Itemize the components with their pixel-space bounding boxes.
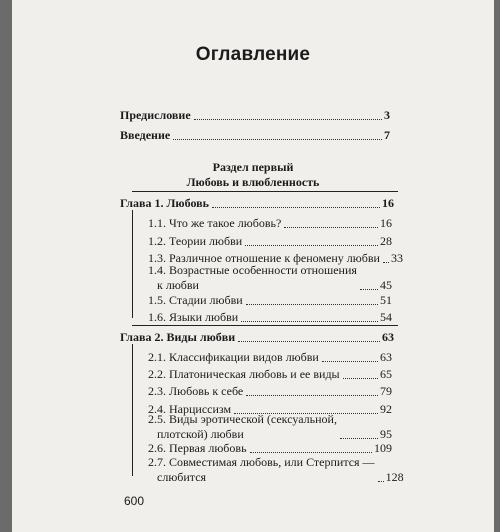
toc-entry-page: 109 xyxy=(374,441,392,455)
leader-dots xyxy=(238,341,380,342)
toc-entry-label: Глава 2. Виды любви xyxy=(120,330,236,344)
toc-subentry[interactable] xyxy=(148,350,392,365)
leader-dots xyxy=(212,207,380,208)
toc-entry-label: 1.2. Теории любви xyxy=(148,234,243,248)
toc-entry-label-line1: 1.4. Возрастные особенности отношения xyxy=(148,263,357,277)
toc-entry-label: Глава 1. Любовь xyxy=(120,196,209,210)
toc-subentry[interactable] xyxy=(148,455,404,485)
section-heading-line2: Любовь и влюбленность xyxy=(186,175,320,189)
toc-entry-label: 2.4. Нарциссизм xyxy=(148,402,232,416)
toc-entry-label: 1.1. Что же такое любовь? xyxy=(148,216,282,230)
leader-dots xyxy=(173,139,382,140)
toc-entry-label: 1.6. Языки любви xyxy=(148,310,239,324)
toc-subentry[interactable] xyxy=(148,412,392,442)
toc-entry-page: 16 xyxy=(382,196,394,210)
page-title: Оглавление xyxy=(195,44,311,65)
toc-entry-label: Предисловие xyxy=(120,108,191,122)
toc-entry-page: 63 xyxy=(380,350,392,364)
toc-entry-page: 3 xyxy=(384,108,390,122)
leader-dots xyxy=(245,245,378,246)
toc-entry-label-line2: плотской) любви xyxy=(157,427,244,441)
toc-chapter-2[interactable] xyxy=(120,330,394,345)
leader-dots xyxy=(246,304,378,305)
toc-subentry[interactable] xyxy=(148,234,392,249)
leader-dots xyxy=(360,289,378,290)
chapter-bracket xyxy=(132,210,133,318)
toc-entry-page: 51 xyxy=(380,293,392,307)
leader-dots xyxy=(378,481,384,482)
toc-entry-page: 45 xyxy=(380,278,392,292)
toc-entry-label: 1.3. Различное отношение к феномену любви xyxy=(148,251,380,265)
toc-entry-label-wrap xyxy=(148,263,357,293)
toc-entry-page: 128 xyxy=(385,470,404,484)
toc-chapter-1[interactable] xyxy=(120,196,394,211)
toc-subentry[interactable] xyxy=(148,367,392,382)
toc-entry-label: Введение xyxy=(120,128,171,142)
toc-entry-label-line2: к любви xyxy=(157,278,199,292)
toc-entry-introduction[interactable] xyxy=(120,128,390,143)
toc-entry-label-wrap xyxy=(148,412,337,442)
toc-entry-page: 33 xyxy=(390,251,403,265)
toc-entry-label-wrap xyxy=(148,455,375,485)
toc-entry-label: 2.3. Любовь к себе xyxy=(148,384,244,398)
toc-entry-label-line1: 2.5. Виды эротической (сексуальной, xyxy=(148,412,337,426)
toc-entry-label-line2: слюбится xyxy=(157,470,207,484)
leader-dots xyxy=(284,227,378,228)
toc-entry-page: 16 xyxy=(380,216,392,230)
leader-dots xyxy=(343,378,378,379)
toc-entry-page: 28 xyxy=(380,234,392,248)
leader-dots xyxy=(194,119,382,120)
toc-entry-page: 63 xyxy=(382,330,394,344)
leader-dots xyxy=(246,395,378,396)
leader-dots xyxy=(241,321,378,322)
toc-subentry[interactable] xyxy=(148,293,392,308)
section-heading-line1: Раздел первый xyxy=(212,160,294,174)
toc-subentry[interactable] xyxy=(148,263,392,293)
chapter-divider xyxy=(132,191,398,192)
toc-entry-label: 2.2. Платоническая любовь и ее виды xyxy=(148,367,340,381)
chapter-divider xyxy=(132,325,398,326)
toc-entry-page: 79 xyxy=(380,384,392,398)
toc-entry-label-line1: 2.7. Совместимая любовь, или Стерпится — xyxy=(148,455,375,469)
leader-dots xyxy=(250,452,372,453)
toc-entry-page: 7 xyxy=(384,128,390,142)
toc-entry-preface[interactable] xyxy=(120,108,390,123)
toc-subentry[interactable] xyxy=(148,384,392,399)
toc-entry-page: 65 xyxy=(380,367,392,381)
toc-entry-label: 2.6. Первая любовь xyxy=(148,441,247,455)
toc-subentry[interactable] xyxy=(148,310,392,325)
page-number: 600 xyxy=(124,494,145,508)
toc-entry-page: 54 xyxy=(380,310,392,324)
toc-entry-label: 1.5. Стадии любви xyxy=(148,293,243,307)
toc-entry-label: 2.1. Классификации видов любви xyxy=(148,350,319,364)
leader-dots xyxy=(340,438,378,439)
toc-entry-page: 92 xyxy=(380,402,392,416)
toc-entry-page: 95 xyxy=(380,427,392,441)
toc-subentry[interactable] xyxy=(148,216,392,231)
chapter-bracket xyxy=(132,344,133,476)
leader-dots xyxy=(322,361,378,362)
book-page xyxy=(12,0,494,532)
toc-subentry[interactable] xyxy=(148,441,392,456)
